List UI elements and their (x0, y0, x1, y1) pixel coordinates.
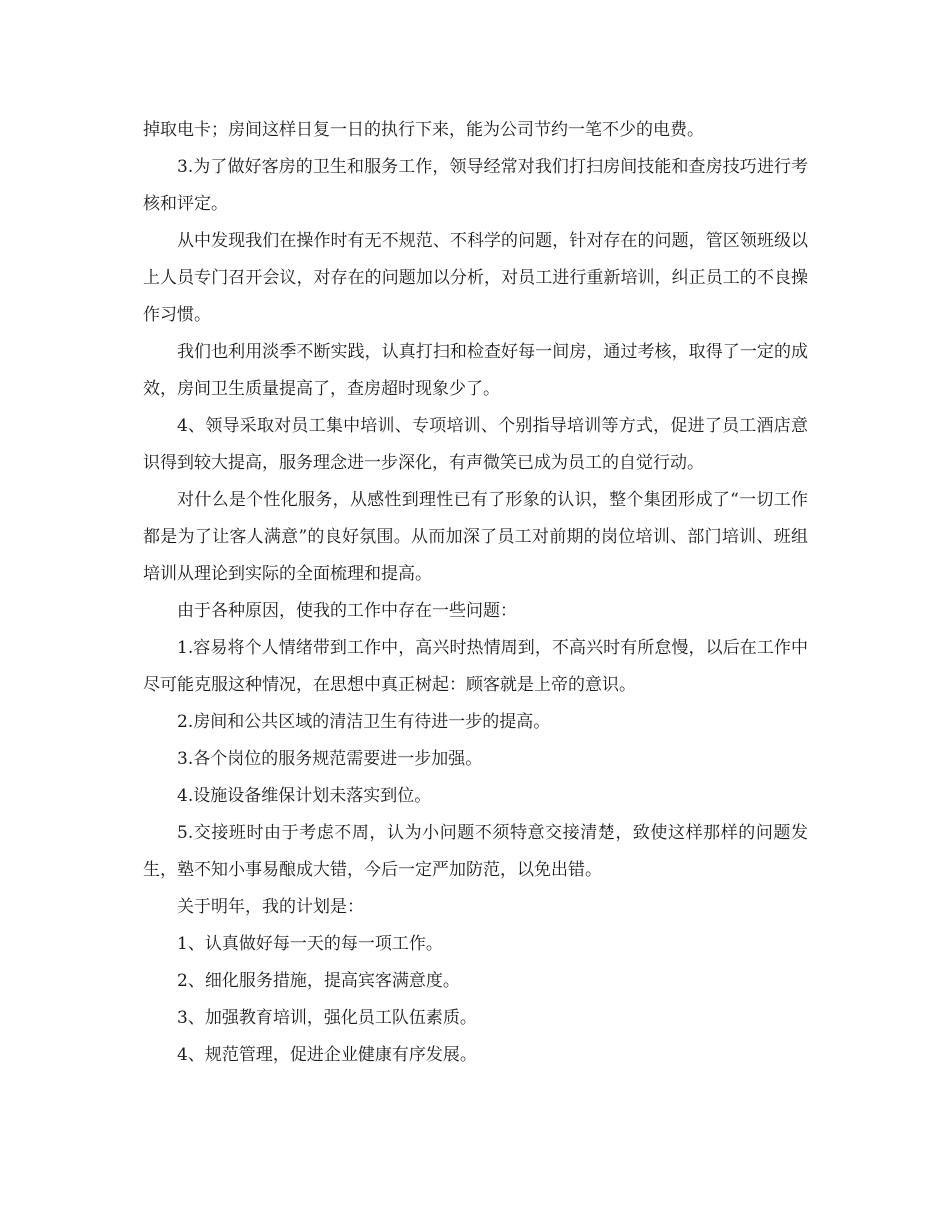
plan-item: 2、细化服务措施，提高宾客满意度。 (177, 971, 460, 991)
plan-item: 1、认真做好每一天的每一项工作。 (177, 934, 443, 954)
paragraph-continuation: 掉取电卡；房间这样日复一日的执行下来，能为公司节约一笔不少的电费。 (143, 120, 704, 140)
paragraph: 从中发现我们在操作时有无不规范、不科学的问题，针对存在的问题，管区领班级以上人员专门召开会议，对存在的问题加以分析，对员工进行重新培训，纠正员工的不良操作习惯。 (143, 231, 808, 325)
list-item: 3.各个岗位的服务规范需要进一步加强。 (177, 749, 483, 769)
paragraph: 4、领导采取对员工集中培训、专项培训、个别指导培训等方式，促进了员工酒店意识得到较大提高，服务理念进一步深化，有声微笑已成为员工的自觉行动。 (143, 416, 808, 473)
plan-item: 3、加强教育培训，强化员工队伍素质。 (177, 1008, 477, 1028)
paragraph: 由于各种原因，使我的工作中存在一些问题： (177, 601, 517, 621)
list-item: 2.房间和公共区域的清洁卫生有待进一步的提高。 (177, 712, 551, 732)
document-body (143, 112, 808, 1074)
paragraph: 关于明年，我的计划是： (177, 897, 364, 917)
list-item: 1.容易将个人情绪带到工作中，高兴时热情周到，不高兴时有所怠慢，以后在工作中尽可能克服这种情况，在思想中真正树起：顾客就是上帝的意识。 (143, 638, 808, 695)
paragraph: 3.为了做好客房的卫生和服务工作，领导经常对我们打扫房间技能和查房技巧进行考核和评定。 (143, 157, 808, 214)
paragraph: 我们也利用淡季不断实践，认真打扫和检查好每一间房，通过考核，取得了一定的成效，房间卫生质量提高了，查房超时现象少了。 (143, 342, 808, 399)
plan-item: 4、规范管理，促进企业健康有序发展。 (177, 1045, 477, 1065)
list-item: 5.交接班时由于考虑不周，认为小问题不须特意交接清楚，致使这样那样的问题发生，塾不知小事易酿成大错，今后一定严加防范，以免出错。 (143, 823, 808, 880)
paragraph: 对什么是个性化服务，从感性到理性已有了形象的认识，整个集团形成了“一切工作都是为了让客人满意”的良好氛围。从而加深了员工对前期的岗位培训、部门培训、班组培训从理论到实际的全面梳理和提高。 (143, 490, 808, 584)
list-item: 4.设施设备维保计划未落实到位。 (177, 786, 432, 806)
